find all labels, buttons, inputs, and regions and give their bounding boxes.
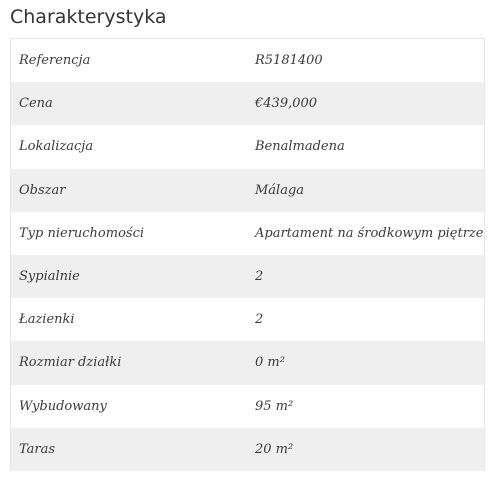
spec-label: Lokalizacja <box>19 139 94 155</box>
spec-label: Cena <box>19 96 53 112</box>
spec-row-area <box>11 169 484 212</box>
spec-row-bathrooms <box>11 298 484 341</box>
section-title: Charakterystyka <box>10 6 167 28</box>
spec-value: 2 <box>255 312 264 328</box>
spec-label: Sypialnie <box>19 269 80 285</box>
spec-label: Wybudowany <box>19 398 107 414</box>
spec-value: Benalmadena <box>255 139 345 155</box>
spec-row-reference <box>11 39 484 82</box>
spec-value: R5181400 <box>255 53 323 69</box>
spec-value: 0 m² <box>255 355 285 371</box>
spec-label: Łazienki <box>19 312 75 328</box>
spec-row-location <box>11 125 484 168</box>
spec-label: Taras <box>19 441 56 457</box>
spec-value: Málaga <box>255 182 305 198</box>
spec-label: Typ nieruchomości <box>19 225 145 241</box>
spec-label: Referencja <box>19 53 91 69</box>
spec-value: 2 <box>255 269 264 285</box>
spec-row-plot-size <box>11 341 484 384</box>
spec-value: Apartament na środkowym piętrze <box>255 225 484 241</box>
spec-label: Obszar <box>19 182 66 198</box>
spec-value: 95 m² <box>255 398 294 414</box>
spec-label: Rozmiar działki <box>19 355 122 371</box>
spec-value: €439,000 <box>255 96 318 112</box>
spec-row-price <box>11 82 484 125</box>
specs-table <box>10 38 485 471</box>
spec-value: 20 m² <box>255 441 294 457</box>
spec-row-built <box>11 385 484 428</box>
spec-row-property-type <box>11 212 484 255</box>
spec-row-terrace <box>11 428 484 471</box>
spec-row-bedrooms <box>11 255 484 298</box>
